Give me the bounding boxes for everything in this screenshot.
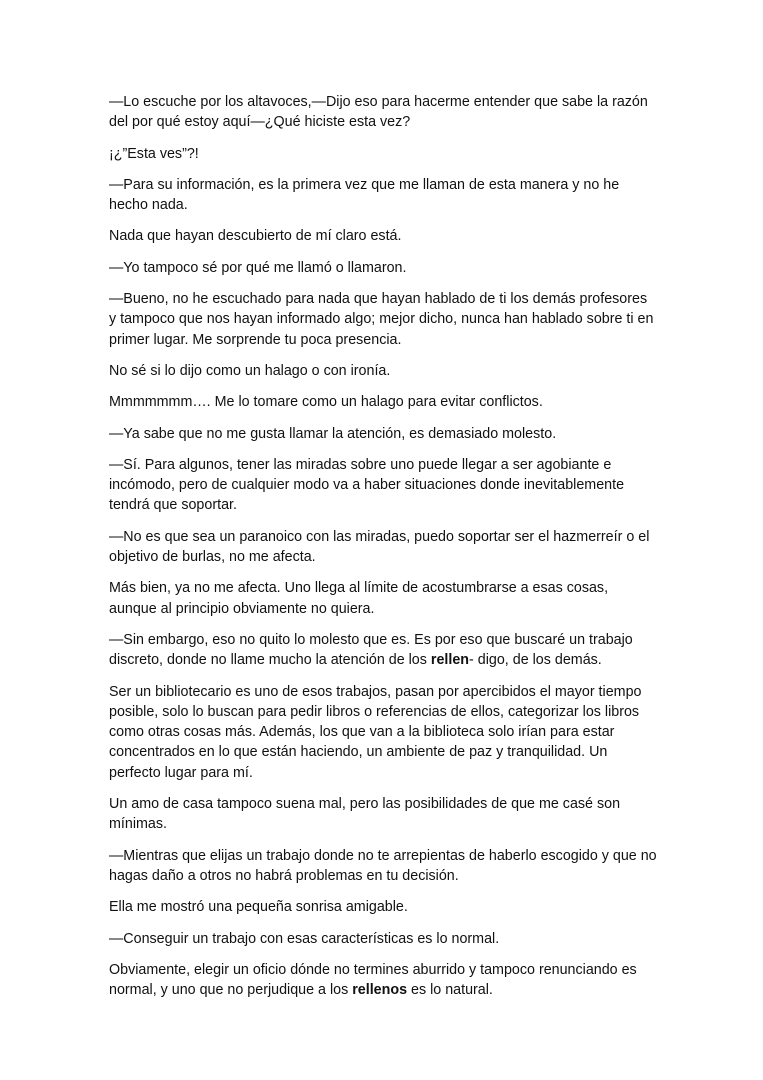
- text-run: Un amo de casa tampoco suena mal, pero las posibilidades de que me casé son mínimas.: [109, 796, 621, 833]
- text-run: —Lo escuche por los altavoces,—Dijo eso para hacerme entender que sabe la razón del por qué estoy aquí—¿Qué hiciste esta vez?: [109, 94, 648, 131]
- paragraph: [109, 929, 657, 949]
- paragraph: [109, 92, 657, 133]
- paragraph: [109, 361, 657, 381]
- text-run: —Yo tampoco sé por qué me llamó o llamaron.: [109, 259, 407, 276]
- paragraph: [109, 960, 657, 1001]
- paragraph: [109, 578, 657, 619]
- paragraph: [109, 392, 657, 412]
- document-page: [109, 92, 657, 1011]
- paragraph: [109, 226, 657, 246]
- paragraph: [109, 794, 657, 835]
- text-run: Nada que hayan descubierto de mí claro está.: [109, 228, 402, 245]
- text-run: —Para su información, es la primera vez que me llaman de esta manera y no he hecho nada.: [109, 176, 620, 214]
- text-run: —Ya sabe que no me gusta llamar la atención, es demasiado molesto.: [109, 425, 557, 442]
- paragraph: [109, 424, 657, 444]
- bold-text-run: rellenos: [352, 982, 408, 999]
- text-run: —Mientras que elijas un trabajo donde no te arrepientas de haberlo escogido y que no hagas daño a otros no habrá problemas en tu decisión.: [109, 847, 657, 884]
- paragraph: [109, 630, 657, 671]
- text-run: —No es que sea un paranoico con las miradas, puedo soportar ser el hazmerreír o el objetivo de burlas, no me afecta.: [109, 528, 650, 566]
- paragraph: [109, 897, 657, 917]
- text-run: —Sí. Para algunos, tener las miradas sobre uno puede llegar a ser agobiante e incómodo, pero de cualquier modo va a haber situaciones donde inevitablemente tendrá que soportar.: [109, 456, 625, 514]
- text-run: No sé si lo dijo como un halago o con ironía.: [109, 362, 391, 379]
- text-run: —Bueno, no he escuchado para nada que hayan hablado de ti los demás profesores y tampoco que nos hayan informado algo; mejor dicho, nunca han hablado sobre ti en primer lugar. Me sorprende tu poca presencia.: [109, 291, 654, 348]
- paragraph: [109, 144, 657, 164]
- text-run: Obviamente, elegir un oficio dónde no termines aburrido y tampoco renunciando es normal, y uno que no perjudique a los: [109, 961, 637, 999]
- text-run: es lo natural.: [407, 982, 493, 999]
- bold-text-run: rellen: [430, 652, 470, 669]
- paragraph: [109, 258, 657, 278]
- paragraph: [109, 527, 657, 568]
- paragraph: [109, 289, 657, 350]
- paragraph: [109, 175, 657, 216]
- text-run: ¡¿”Esta ves”?!: [109, 145, 199, 162]
- text-run: —Sin embargo, eso no quito lo molesto que es. Es por eso que buscaré un trabajo discreto, donde no llame mucho la atención de los: [109, 631, 633, 669]
- text-run: Ella me mostró una pequeña sonrisa amigable.: [109, 899, 408, 916]
- text-run: —Conseguir un trabajo con esas características es lo normal.: [109, 930, 500, 947]
- paragraph: [109, 682, 657, 783]
- text-run: - digo, de los demás.: [469, 652, 602, 669]
- paragraph: [109, 455, 657, 516]
- text-run: Mmmmmmm…. Me lo tomare como un halago para evitar conflictos.: [109, 394, 543, 411]
- text-run: Ser un bibliotecario es uno de esos trabajos, pasan por apercibidos el mayor tiempo posible, solo lo buscan para pedir libros o referencias de ellos, categorizar los libros como otras cosas más. Además, los que van a la biblioteca solo irían para estar concentrados en lo que están haciendo, un ambiente de paz y tranquilidad. Un perfecto lugar para mí.: [109, 683, 642, 781]
- text-run: Más bien, ya no me afecta. Uno llega al límite de acostumbrarse a esas cosas, aunque al principio obviamente no quiera.: [109, 580, 609, 617]
- paragraph: [109, 846, 657, 887]
